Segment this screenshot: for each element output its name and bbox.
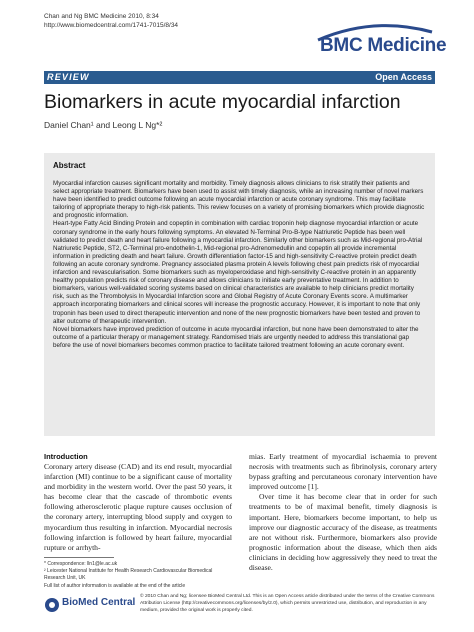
correspondence-note: * Correspondence: lln1@le.ac.uk	[44, 561, 118, 567]
body-paragraph: Over time it has become clear that in order for such treatments to be of maximal benefit, timely diagnosis is important. Here, biomarkers become important, to help us improve our diagnostic accuracy of the disease, as treatments are not without risk. Furthermore, biomarkers also provide prognostic information about the disease, which then aids clinicians in deciding how aggressively they need to treat the disease.	[249, 492, 437, 573]
affiliation-note-cont: Research Unit, UK	[44, 575, 86, 582]
body-column-right	[249, 452, 437, 573]
citation-url[interactable]: http://www.biomedcentral.com/1741-7015/8/34	[44, 22, 179, 29]
section-heading-introduction: Introduction	[44, 452, 88, 461]
body-paragraph: mias. Early treatment of myocardial ischaemia to prevent necrosis with treatments such as fibrinolysis, coronary artery bypass grafting and percutaneous coronary intervention have improved outcome [1].	[249, 452, 437, 492]
author-info-note: Full list of author information is available at the end of the article	[44, 582, 186, 589]
body-column-left: Coronary artery disease (CAD) and its end result, myocardial infarction (MI) continue to be a significant cause of mortality and morbidity in the western world. Over the past 50 years, it has become clear that the cascade of thrombotic events following atherosclerotic plaque rupture causes occlusion of the coronary artery, interrupting blood supply and oxygen to myocardium thus resulting in infarction. Myocardial necrosis following infarction is followed by heart failure, myocardial rupture or arrhyth-	[44, 462, 232, 552]
abstract-body	[53, 180, 425, 350]
abstract-box	[44, 153, 435, 436]
citation-header	[44, 12, 178, 30]
article-title: Biomarkers in acute myocardial infarction	[44, 91, 401, 113]
abstract-paragraph: Novel biomarkers have improved prediction of outcome in acute myocardial infarction, but none have been demonstrated to alter the outcome of a particular therapy or management strategy. Randomised trials are urgently needed to address this translational gap before the use of novel biomarkers becomes common practice to facilitate tailored treatment following an acute coronary event.	[53, 325, 419, 349]
abstract-paragraph: Heart-type Fatty Acid Binding Protein and copeptin in combination with cardiac troponin help diagnose myocardial infarction or acute coronary syndrome in the early hours following symptoms. An elevated N-Terminal Pro-B-type Natriuretic Peptide has been well validated to predict death and heart failure following a myocardial infarction. Similarly other biomarkers such as Mid-regional pro-Atrial Natriuretic Peptide, ST2, C-Terminal pro-endothelin-1, Mid-regional pro-Adrenomedullin and copeptin all provide incremental information in predicting death and heart failure. Growth differentiation factor-15 and high-sensitivity C-reactive protein predict death following an acute coronary syndrome. Pregnancy associated plasma protein A levels following chest pain predicts risk of myocardial infarction and revascularisation. Some biomarkers such as myeloperoxidase and high-sensitivity C-reactive protein in an apparently healthy population predicts risk of coronary disease and allows clinicians to initiate early preventative treatment. In addition to biomarkers, various well-validated scoring systems based on clinical characteristics are available to help clinicians predict mortality risk, such as the Thrombolysis In Myocardial Infarction score and Global Registry of Acute Coronary Events score. A multimarker approach incorporating biomarkers and clinical scores will increase the prognostic accuracy. However, it is important to note that only troponin has been used to direct therapeutic intervention and none of the new prognostic biomarkers have been tested and proven to alter outcome of therapeutic intervention.	[53, 220, 423, 325]
affiliation-note: ² Leicester National Institute for Health Research Cardiovascular Biomedical	[44, 568, 213, 575]
article-type-banner	[44, 71, 435, 84]
article-type-label: REVIEW	[47, 72, 90, 82]
author-list: Daniel Chan¹ and Leong L Ng*²	[44, 120, 163, 130]
biomed-central-logo: BioMed Central	[62, 597, 136, 608]
journal-logo: BMC Medicine	[320, 35, 447, 56]
abstract-heading: Abstract	[53, 161, 86, 170]
license-statement: © 2010 Chan and Ng; licensee BioMed Central Ltd. This is an Open Access article distributed under the terms of the Creative Commons Attribution License (http://creativecommons.org/licenses/by/2.0), which permits unrestricted use, distribution, and reproduction in any medium, provided the original work is properly cited.	[140, 594, 435, 614]
citation-line: Chan and Ng BMC Medicine 2010, 8:34	[44, 13, 159, 20]
abstract-paragraph: Myocardial infarction causes significant mortality and morbidity. Timely diagnosis allows clinicians to risk stratify their patients and select appropriate treatment. Biomarkers have been used to assist with timely diagnosis, while an increasing number of novel markers have been identified to predict outcome following an acute myocardial infarction or acute coronary syndrome. This may facilitate tailoring of appropriate therapy to high-risk patients. This review focuses on a variety of promising biomarkers which provide diagnostic and prognostic information.	[53, 180, 425, 220]
open-access-label: Open Access	[375, 72, 432, 82]
footnote-divider	[44, 557, 114, 558]
footnotes	[44, 561, 234, 590]
